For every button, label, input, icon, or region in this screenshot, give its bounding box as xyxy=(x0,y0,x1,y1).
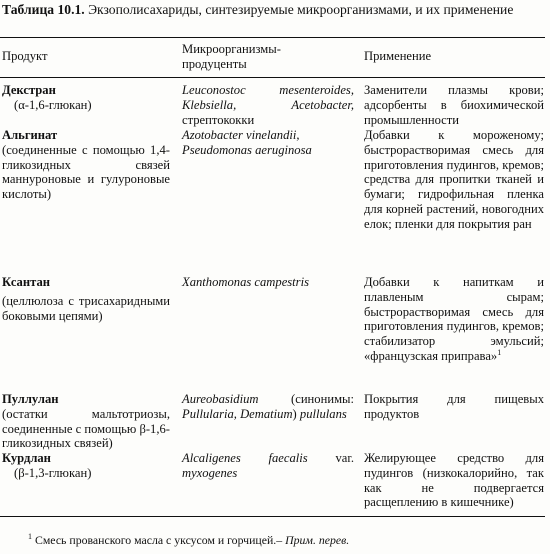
product-description: (остатки мальтотриозы, соединенные с помощью β-1,6-гликозидных связей) xyxy=(2,406,170,451)
table-row-dextran-application: Заменители плазмы крови; адсорбенты в биохимической промышленности xyxy=(364,83,544,127)
product-name: Декстран xyxy=(2,83,56,97)
table-row-curdlan-organisms xyxy=(182,451,354,481)
table-row-dextran-organisms xyxy=(182,83,354,127)
table-bottom-rule xyxy=(0,516,545,517)
table-row-xanthan-organisms xyxy=(182,275,354,290)
table-row-alginate-product xyxy=(2,128,170,202)
organism-variety: myxogenes xyxy=(182,465,238,480)
organism-names: Azotobacter vinelandii, Pseudomonas aeruginosa xyxy=(182,128,312,157)
footnote-note: Прим. перев. xyxy=(285,533,350,547)
header-product: Продукт xyxy=(2,49,48,63)
organism-names: Leuconostoc mesenteroides, Klebsiella, Acetobacter, xyxy=(182,83,354,112)
table-row-curdlan-application: Желирующее средство для пудингов (низкокалорийно, так как не подвергается расщеплению в кишечнике) xyxy=(364,451,544,510)
organism-variety-label: var. xyxy=(335,451,354,465)
product-name: Ксантан xyxy=(2,275,51,289)
product-description: (α-1,6-глюкан) xyxy=(14,97,92,112)
organism-names: Xanthomonas campestris xyxy=(182,275,309,289)
organism-synonyms-close: ) xyxy=(292,406,297,421)
organism-synonyms-label: (синонимы: xyxy=(291,392,354,406)
product-description: (целлюлоза с трисахаридными боковыми цепями) xyxy=(2,293,170,323)
table-row-dextran-product xyxy=(2,83,170,113)
table-row-pullulan-application: Покрытия для пищевых продуктов xyxy=(364,392,544,421)
organism-extra: стрептококки xyxy=(182,112,255,127)
product-description: (соединенные с помощью 1,4-гликозидных связей маннуроновые и гулуроновые кислоты) xyxy=(2,142,170,202)
organism-genus: Aureobasidium xyxy=(182,392,259,406)
footnote-text: Смесь прованского масла с уксусом и горчицей.– xyxy=(34,533,283,547)
product-description: (β-1,3-глюкан) xyxy=(14,465,92,480)
product-name: Пуллулан xyxy=(2,392,59,406)
caption-label: Таблица 10.1. xyxy=(2,2,85,17)
header-organisms: Микроорганизмы-продуценты xyxy=(182,42,281,71)
header-application: Применение xyxy=(364,49,432,63)
header-bottom-rule xyxy=(0,77,545,78)
table-row-pullulan-product xyxy=(2,392,170,451)
footnote xyxy=(28,533,548,547)
table-row-xanthan-application xyxy=(364,275,544,364)
table-row-alginate-application: Добавки к мороженому; быстрорастворимая смесь для приготовления пудингов, кремов; средства для пропитки тканей и бумаги; гидрофильная пленка для корней растений, новогодних елок; пленки для покрытия ран xyxy=(364,128,544,231)
table-row-pullulan-organisms xyxy=(182,392,354,422)
organism-names: Alcaligenes faecalis xyxy=(182,451,308,465)
application-text: Добавки к напиткам и плавленым сырам; быстрорастворимая смесь для приготовления пудингов, кремов; стабилизатор эмульсий; «французская приправа» xyxy=(364,275,544,363)
table-caption xyxy=(2,2,542,18)
organism-synonyms: Pullularia, Dematium xyxy=(182,406,293,421)
table-row-curdlan-product xyxy=(2,451,170,481)
footnote-mark: 1 xyxy=(497,347,502,357)
product-name: Курдлан xyxy=(2,451,51,465)
table-top-rule xyxy=(0,37,545,38)
table-row-xanthan-product xyxy=(2,275,170,323)
footnote-number: 1 xyxy=(28,532,32,542)
product-name: Альгинат xyxy=(2,128,58,142)
caption-text: Экзополисахариды, синтезируемые микроорганизмами, и их применение xyxy=(88,2,514,17)
organism-species: pullulans xyxy=(299,406,347,421)
table-row-alginate-organisms xyxy=(182,128,354,158)
